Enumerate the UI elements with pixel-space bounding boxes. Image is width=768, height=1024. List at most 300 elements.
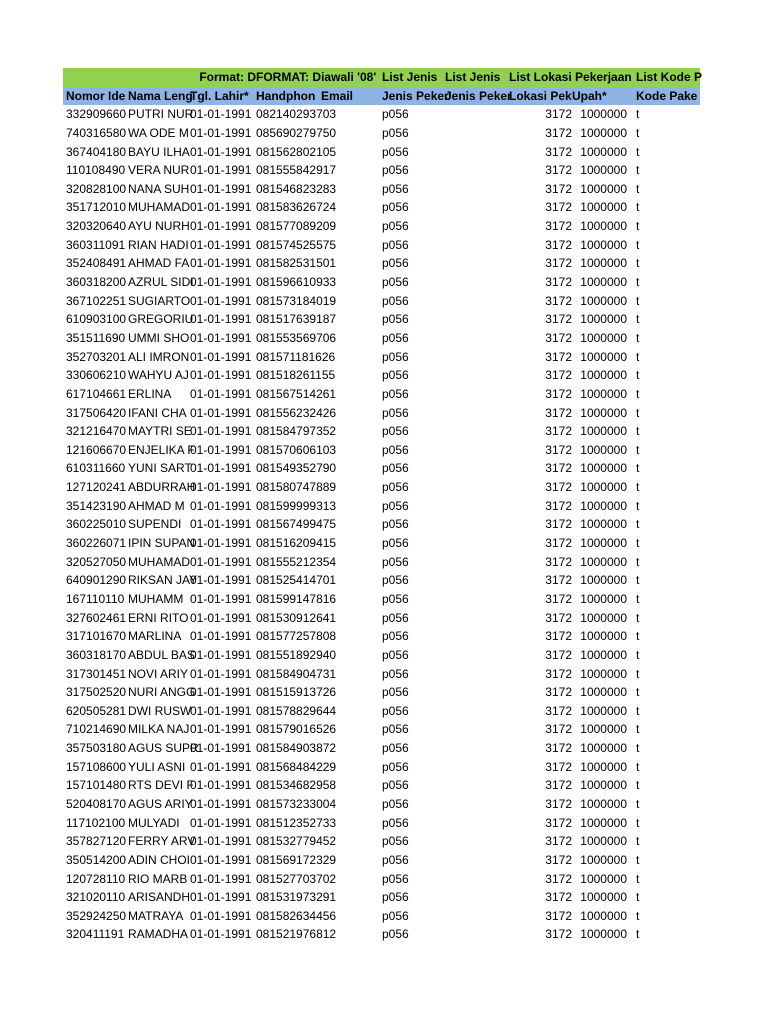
cell-jenis-pekerjaan[interactable]: p056 <box>382 405 409 420</box>
cell-tgl-lahir[interactable]: 01-01-1991 <box>190 125 252 140</box>
cell-upah[interactable]: 1000000 <box>580 927 627 942</box>
cell-kode[interactable]: t <box>636 442 640 457</box>
cell-nik[interactable]: 357827120 <box>66 834 127 849</box>
cell-handphone[interactable]: 081582531501 <box>256 256 337 271</box>
cell-lokasi[interactable]: 3172 <box>545 181 572 196</box>
cell-nama[interactable]: RIKSAN JAY <box>128 573 198 588</box>
cell-nik[interactable]: 360318200 <box>66 275 127 290</box>
cell-lokasi[interactable]: 3172 <box>545 386 572 401</box>
cell-upah[interactable]: 1000000 <box>580 815 627 830</box>
cell-lokasi[interactable]: 3172 <box>545 703 572 718</box>
cell-lokasi[interactable]: 3172 <box>545 480 572 495</box>
cell-upah[interactable]: 1000000 <box>580 591 627 606</box>
cell-upah[interactable]: 1000000 <box>580 144 627 159</box>
cell-nama[interactable]: ADIN CHOI <box>128 852 191 867</box>
cell-nama[interactable]: IPIN SUPAN <box>128 536 196 551</box>
cell-upah[interactable]: 1000000 <box>580 871 627 886</box>
cell-nama[interactable]: AGUS SUPR <box>128 741 199 756</box>
cell-jenis-pekerjaan[interactable]: p056 <box>382 610 409 625</box>
cell-jenis-pekerjaan[interactable]: p056 <box>382 666 409 681</box>
cell-lokasi[interactable]: 3172 <box>545 834 572 849</box>
cell-handphone[interactable]: 081596610933 <box>256 275 337 290</box>
cell-nama[interactable]: MUHAMAD <box>128 200 190 215</box>
cell-kode[interactable]: t <box>636 666 640 681</box>
cell-nik[interactable]: 520408170 <box>66 796 127 811</box>
cell-nik[interactable]: 360225010 <box>66 517 127 532</box>
cell-nama[interactable]: ARISANDH <box>128 890 191 905</box>
cell-tgl-lahir[interactable]: 01-01-1991 <box>190 685 252 700</box>
cell-tgl-lahir[interactable]: 01-01-1991 <box>190 796 252 811</box>
cell-nik[interactable]: 367102251 <box>66 293 127 308</box>
cell-nama[interactable]: MILKA NAJ <box>128 722 190 737</box>
cell-nik[interactable]: 157101480 <box>66 778 127 793</box>
cell-tgl-lahir[interactable]: 01-01-1991 <box>190 890 252 905</box>
cell-lokasi[interactable]: 3172 <box>545 237 572 252</box>
cell-tgl-lahir[interactable]: 01-01-1991 <box>190 573 252 588</box>
cell-jenis-pekerjaan[interactable]: p056 <box>382 312 409 327</box>
cell-jenis-pekerjaan[interactable]: p056 <box>382 368 409 383</box>
cell-upah[interactable]: 1000000 <box>580 852 627 867</box>
cell-jenis-pekerjaan[interactable]: p056 <box>382 796 409 811</box>
cell-handphone[interactable]: 081555842917 <box>256 163 337 178</box>
cell-jenis-pekerjaan[interactable]: p056 <box>382 349 409 364</box>
cell-upah[interactable]: 1000000 <box>580 237 627 252</box>
cell-tgl-lahir[interactable]: 01-01-1991 <box>190 554 252 569</box>
cell-handphone[interactable]: 081516209415 <box>256 536 337 551</box>
cell-kode[interactable]: t <box>636 181 640 196</box>
cell-upah[interactable]: 1000000 <box>580 629 627 644</box>
cell-tgl-lahir[interactable]: 01-01-1991 <box>190 666 252 681</box>
cell-lokasi[interactable]: 3172 <box>545 144 572 159</box>
cell-handphone[interactable]: 081530912641 <box>256 610 337 625</box>
cell-tgl-lahir[interactable]: 01-01-1991 <box>190 741 252 756</box>
cell-kode[interactable]: t <box>636 796 640 811</box>
cell-tgl-lahir[interactable]: 01-01-1991 <box>190 759 252 774</box>
cell-handphone[interactable]: 081578829644 <box>256 703 337 718</box>
cell-lokasi[interactable]: 3172 <box>545 368 572 383</box>
cell-jenis-pekerjaan[interactable]: p056 <box>382 815 409 830</box>
cell-handphone[interactable]: 081556232426 <box>256 405 337 420</box>
cell-lokasi[interactable]: 3172 <box>545 517 572 532</box>
cell-handphone[interactable]: 081599147816 <box>256 591 337 606</box>
cell-nik[interactable]: 332909660 <box>66 107 127 122</box>
cell-jenis-pekerjaan[interactable]: p056 <box>382 237 409 252</box>
header-kode-paket[interactable]: Kode Pake <box>636 88 698 103</box>
cell-jenis-pekerjaan[interactable]: p056 <box>382 647 409 662</box>
cell-upah[interactable]: 1000000 <box>580 703 627 718</box>
cell-handphone[interactable]: 081577257808 <box>256 629 337 644</box>
cell-jenis-pekerjaan[interactable]: p056 <box>382 181 409 196</box>
list-jenis-2-hint[interactable]: List Jenis <box>445 70 501 84</box>
cell-nik[interactable]: 610903100 <box>66 312 127 327</box>
cell-tgl-lahir[interactable]: 01-01-1991 <box>190 442 252 457</box>
cell-jenis-pekerjaan[interactable]: p056 <box>382 536 409 551</box>
cell-upah[interactable]: 1000000 <box>580 741 627 756</box>
cell-upah[interactable]: 1000000 <box>580 480 627 495</box>
cell-handphone[interactable]: 081567499475 <box>256 517 337 532</box>
cell-tgl-lahir[interactable]: 01-01-1991 <box>190 181 252 196</box>
cell-nik[interactable]: 127120241 <box>66 480 127 495</box>
cell-nik[interactable]: 320411191 <box>66 927 125 942</box>
cell-nama[interactable]: RIAN HADI <box>128 237 189 252</box>
cell-lokasi[interactable]: 3172 <box>545 722 572 737</box>
cell-nama[interactable]: AYU NURH <box>128 219 190 234</box>
cell-kode[interactable]: t <box>636 107 640 122</box>
cell-tgl-lahir[interactable]: 01-01-1991 <box>190 219 252 234</box>
cell-jenis-pekerjaan[interactable]: p056 <box>382 629 409 644</box>
cell-jenis-pekerjaan[interactable]: p056 <box>382 591 409 606</box>
cell-nik[interactable]: 360318170 <box>66 647 127 662</box>
cell-kode[interactable]: t <box>636 200 640 215</box>
cell-nik[interactable]: 620505281 <box>66 703 127 718</box>
cell-tgl-lahir[interactable]: 01-01-1991 <box>190 200 252 215</box>
cell-handphone[interactable]: 081567514261 <box>256 386 337 401</box>
cell-tgl-lahir[interactable]: 01-01-1991 <box>190 852 252 867</box>
cell-kode[interactable]: t <box>636 480 640 495</box>
cell-jenis-pekerjaan[interactable]: p056 <box>382 741 409 756</box>
cell-upah[interactable]: 1000000 <box>580 685 627 700</box>
cell-tgl-lahir[interactable]: 01-01-1991 <box>190 610 252 625</box>
cell-upah[interactable]: 1000000 <box>580 517 627 532</box>
cell-lokasi[interactable]: 3172 <box>545 498 572 513</box>
cell-lokasi[interactable]: 3172 <box>545 647 572 662</box>
cell-tgl-lahir[interactable]: 01-01-1991 <box>190 703 252 718</box>
cell-upah[interactable]: 1000000 <box>580 163 627 178</box>
cell-tgl-lahir[interactable]: 01-01-1991 <box>190 405 252 420</box>
cell-jenis-pekerjaan[interactable]: p056 <box>382 219 409 234</box>
cell-lokasi[interactable]: 3172 <box>545 405 572 420</box>
cell-kode[interactable]: t <box>636 834 640 849</box>
cell-jenis-pekerjaan[interactable]: p056 <box>382 330 409 345</box>
cell-nama[interactable]: NURI ANGG <box>128 685 196 700</box>
cell-handphone[interactable]: 081583626724 <box>256 200 337 215</box>
cell-tgl-lahir[interactable]: 01-01-1991 <box>190 517 252 532</box>
cell-nik[interactable]: 351511690 <box>66 330 126 345</box>
cell-nik[interactable]: 367404180 <box>66 144 127 159</box>
cell-handphone[interactable]: 081521976812 <box>256 927 337 942</box>
cell-tgl-lahir[interactable]: 01-01-1991 <box>190 386 252 401</box>
cell-tgl-lahir[interactable]: 01-01-1991 <box>190 256 252 271</box>
cell-jenis-pekerjaan[interactable]: p056 <box>382 144 409 159</box>
cell-nama[interactable]: MUHAMAD <box>128 554 190 569</box>
cell-nama[interactable]: MARLINA <box>128 629 182 644</box>
cell-lokasi[interactable]: 3172 <box>545 852 572 867</box>
cell-nik[interactable]: 350514200 <box>66 852 127 867</box>
cell-nik[interactable]: 360226071 <box>66 536 127 551</box>
cell-nama[interactable]: YULI ASNI <box>128 759 186 774</box>
cell-lokasi[interactable]: 3172 <box>545 275 572 290</box>
cell-nama[interactable]: UMMI SHO <box>128 330 190 345</box>
cell-jenis-pekerjaan[interactable]: p056 <box>382 554 409 569</box>
cell-handphone[interactable]: 085690279750 <box>256 125 337 140</box>
cell-kode[interactable]: t <box>636 256 640 271</box>
cell-nik[interactable]: 167110110 <box>66 591 125 606</box>
cell-jenis-pekerjaan[interactable]: p056 <box>382 927 409 942</box>
cell-lokasi[interactable]: 3172 <box>545 610 572 625</box>
cell-jenis-pekerjaan[interactable]: p056 <box>382 256 409 271</box>
cell-tgl-lahir[interactable]: 01-01-1991 <box>190 368 252 383</box>
cell-handphone[interactable]: 081518261155 <box>256 368 336 383</box>
cell-upah[interactable]: 1000000 <box>580 890 627 905</box>
cell-kode[interactable]: t <box>636 517 640 532</box>
cell-lokasi[interactable]: 3172 <box>545 629 572 644</box>
cell-nik[interactable]: 351712010 <box>66 200 127 215</box>
cell-nik[interactable]: 740316580 <box>66 125 127 140</box>
format-phone-hint[interactable]: FORMAT: Diawali '08' <box>256 70 377 84</box>
format-date-hint[interactable]: Format: D <box>199 70 256 84</box>
header-jenis-pekerjaan-1[interactable]: Jenis Peker <box>382 88 449 103</box>
cell-kode[interactable]: t <box>636 349 640 364</box>
cell-upah[interactable]: 1000000 <box>580 554 627 569</box>
cell-nama[interactable]: PUTRI NUR <box>128 107 194 122</box>
header-upah[interactable]: Upah* <box>572 88 607 103</box>
cell-jenis-pekerjaan[interactable]: p056 <box>382 498 409 513</box>
cell-lokasi[interactable]: 3172 <box>545 200 572 215</box>
cell-upah[interactable]: 1000000 <box>580 200 627 215</box>
cell-jenis-pekerjaan[interactable]: p056 <box>382 685 409 700</box>
cell-nama[interactable]: AHMAD FA <box>128 256 190 271</box>
cell-handphone[interactable]: 081577089209 <box>256 219 337 234</box>
cell-upah[interactable]: 1000000 <box>580 330 627 345</box>
cell-nik[interactable]: 317101670 <box>66 629 127 644</box>
cell-kode[interactable]: t <box>636 144 640 159</box>
cell-upah[interactable]: 1000000 <box>580 349 627 364</box>
header-nama[interactable]: Nama Leng <box>128 88 193 103</box>
cell-kode[interactable]: t <box>636 330 640 345</box>
cell-upah[interactable]: 1000000 <box>580 293 627 308</box>
cell-tgl-lahir[interactable]: 01-01-1991 <box>190 815 252 830</box>
cell-nama[interactable]: IFANI CHA <box>128 405 187 420</box>
cell-nik[interactable]: 317506420 <box>66 405 127 420</box>
cell-nama[interactable]: VERA NUR <box>128 163 190 178</box>
cell-kode[interactable]: t <box>636 741 640 756</box>
cell-handphone[interactable]: 081579016526 <box>256 722 337 737</box>
header-handphone[interactable]: Handphon <box>256 88 316 103</box>
cell-lokasi[interactable]: 3172 <box>545 125 572 140</box>
cell-handphone[interactable]: 081570606103 <box>256 442 337 457</box>
cell-nama[interactable]: AGUS ARIY <box>128 796 193 811</box>
cell-tgl-lahir[interactable]: 01-01-1991 <box>190 647 252 662</box>
cell-jenis-pekerjaan[interactable]: p056 <box>382 386 409 401</box>
cell-lokasi[interactable]: 3172 <box>545 293 572 308</box>
cell-tgl-lahir[interactable]: 01-01-1991 <box>190 629 252 644</box>
list-jenis-1-hint[interactable]: List Jenis <box>382 70 438 84</box>
cell-handphone[interactable]: 081532779452 <box>256 834 337 849</box>
cell-kode[interactable]: t <box>636 386 640 401</box>
cell-upah[interactable]: 1000000 <box>580 219 627 234</box>
cell-jenis-pekerjaan[interactable]: p056 <box>382 890 409 905</box>
cell-nik[interactable]: 121606670 <box>66 442 127 457</box>
cell-handphone[interactable]: 081571181626 <box>256 349 336 364</box>
cell-nik[interactable]: 317502520 <box>66 685 127 700</box>
cell-handphone[interactable]: 081582634456 <box>256 908 337 923</box>
cell-handphone[interactable]: 081573233004 <box>256 796 337 811</box>
cell-kode[interactable]: t <box>636 163 640 178</box>
cell-tgl-lahir[interactable]: 01-01-1991 <box>190 591 252 606</box>
cell-lokasi[interactable]: 3172 <box>545 685 572 700</box>
cell-tgl-lahir[interactable]: 01-01-1991 <box>190 927 252 942</box>
cell-nik[interactable]: 710214690 <box>66 722 127 737</box>
cell-upah[interactable]: 1000000 <box>580 181 627 196</box>
cell-nik[interactable]: 117102100 <box>66 815 126 830</box>
cell-nama[interactable]: ERLINA <box>128 386 172 401</box>
cell-handphone[interactable]: 081574525575 <box>256 237 337 252</box>
cell-nik[interactable]: 320320640 <box>66 219 127 234</box>
cell-lokasi[interactable]: 3172 <box>545 666 572 681</box>
cell-lokasi[interactable]: 3172 <box>545 219 572 234</box>
cell-jenis-pekerjaan[interactable]: p056 <box>382 293 409 308</box>
cell-lokasi[interactable]: 3172 <box>545 536 572 551</box>
cell-handphone[interactable]: 081584903872 <box>256 741 337 756</box>
cell-kode[interactable]: t <box>636 647 640 662</box>
cell-jenis-pekerjaan[interactable]: p056 <box>382 461 409 476</box>
cell-kode[interactable]: t <box>636 536 640 551</box>
cell-lokasi[interactable]: 3172 <box>545 554 572 569</box>
cell-handphone[interactable]: 081555212354 <box>256 554 337 569</box>
cell-kode[interactable]: t <box>636 871 640 886</box>
header-tgl-lahir[interactable]: Tgl. Lahir* <box>190 88 249 103</box>
cell-upah[interactable]: 1000000 <box>580 908 627 923</box>
list-lokasi-hint[interactable]: List Lokasi Pekerjaan <box>509 70 632 84</box>
cell-jenis-pekerjaan[interactable]: p056 <box>382 573 409 588</box>
cell-jenis-pekerjaan[interactable]: p056 <box>382 722 409 737</box>
cell-lokasi[interactable]: 3172 <box>545 796 572 811</box>
cell-jenis-pekerjaan[interactable]: p056 <box>382 703 409 718</box>
cell-upah[interactable]: 1000000 <box>580 722 627 737</box>
cell-nama[interactable]: ERNI RITO <box>128 610 189 625</box>
cell-nik[interactable]: 610311660 <box>66 461 126 476</box>
cell-lokasi[interactable]: 3172 <box>545 461 572 476</box>
cell-kode[interactable]: t <box>636 405 640 420</box>
cell-kode[interactable]: t <box>636 461 640 476</box>
cell-tgl-lahir[interactable]: 01-01-1991 <box>190 834 252 849</box>
cell-kode[interactable]: t <box>636 815 640 830</box>
cell-jenis-pekerjaan[interactable]: p056 <box>382 107 409 122</box>
cell-kode[interactable]: t <box>636 852 640 867</box>
cell-kode[interactable]: t <box>636 554 640 569</box>
cell-nama[interactable]: ALI IMRON <box>128 349 190 364</box>
cell-jenis-pekerjaan[interactable]: p056 <box>382 834 409 849</box>
cell-handphone[interactable]: 081584797352 <box>256 424 337 439</box>
cell-upah[interactable]: 1000000 <box>580 778 627 793</box>
cell-kode[interactable]: t <box>636 591 640 606</box>
cell-upah[interactable]: 1000000 <box>580 442 627 457</box>
cell-lokasi[interactable]: 3172 <box>545 256 572 271</box>
cell-nik[interactable]: 320828100 <box>66 181 127 196</box>
cell-handphone[interactable]: 081527703702 <box>256 871 337 886</box>
cell-handphone[interactable]: 081562802105 <box>256 144 337 159</box>
cell-jenis-pekerjaan[interactable]: p056 <box>382 852 409 867</box>
cell-lokasi[interactable]: 3172 <box>545 573 572 588</box>
cell-tgl-lahir[interactable]: 01-01-1991 <box>190 330 252 345</box>
cell-nama[interactable]: MATRAYA <box>128 908 184 923</box>
cell-nik[interactable]: 157108600 <box>66 759 127 774</box>
cell-handphone[interactable]: 081525414701 <box>256 573 337 588</box>
cell-tgl-lahir[interactable]: 01-01-1991 <box>190 275 252 290</box>
cell-tgl-lahir[interactable]: 01-01-1991 <box>190 312 252 327</box>
cell-kode[interactable]: t <box>636 927 640 942</box>
cell-nik[interactable]: 352924250 <box>66 908 127 923</box>
cell-nama[interactable]: FERRY ARV <box>128 834 196 849</box>
cell-nama[interactable]: RIO MARB <box>128 871 188 886</box>
cell-handphone[interactable]: 081553569706 <box>256 330 337 345</box>
cell-nik[interactable]: 327602461 <box>66 610 127 625</box>
cell-jenis-pekerjaan[interactable]: p056 <box>382 480 409 495</box>
cell-jenis-pekerjaan[interactable]: p056 <box>382 163 409 178</box>
cell-jenis-pekerjaan[interactable]: p056 <box>382 200 409 215</box>
cell-upah[interactable]: 1000000 <box>580 666 627 681</box>
cell-tgl-lahir[interactable]: 01-01-1991 <box>190 349 252 364</box>
cell-tgl-lahir[interactable]: 01-01-1991 <box>190 778 252 793</box>
header-nik[interactable]: Nomor Ide <box>66 88 126 103</box>
cell-kode[interactable]: t <box>636 610 640 625</box>
cell-handphone[interactable]: 081568484229 <box>256 759 337 774</box>
cell-lokasi[interactable]: 3172 <box>545 890 572 905</box>
cell-lokasi[interactable]: 3172 <box>545 330 572 345</box>
cell-jenis-pekerjaan[interactable]: p056 <box>382 275 409 290</box>
cell-kode[interactable]: t <box>636 275 640 290</box>
cell-kode[interactable]: t <box>636 759 640 774</box>
cell-nik[interactable]: 357503180 <box>66 741 127 756</box>
cell-kode[interactable]: t <box>636 778 640 793</box>
cell-nama[interactable]: YUNI SART <box>128 461 192 476</box>
cell-lokasi[interactable]: 3172 <box>545 908 572 923</box>
cell-nama[interactable]: NANA SUH <box>128 181 190 196</box>
cell-nik[interactable]: 110108490 <box>66 163 126 178</box>
cell-upah[interactable]: 1000000 <box>580 275 627 290</box>
cell-lokasi[interactable]: 3172 <box>545 312 572 327</box>
cell-kode[interactable]: t <box>636 125 640 140</box>
cell-nama[interactable]: MULYADI <box>128 815 180 830</box>
cell-kode[interactable]: t <box>636 312 640 327</box>
cell-nik[interactable]: 640901290 <box>66 573 127 588</box>
list-kode-hint[interactable]: List Kode P <box>636 70 703 84</box>
cell-handphone[interactable]: 081546823283 <box>256 181 337 196</box>
cell-handphone[interactable]: 081531973291 <box>256 890 337 905</box>
cell-nama[interactable]: AZRUL SIDI <box>128 275 194 290</box>
cell-tgl-lahir[interactable]: 01-01-1991 <box>190 908 252 923</box>
cell-handphone[interactable]: 081584904731 <box>256 666 337 681</box>
cell-kode[interactable]: t <box>636 890 640 905</box>
cell-upah[interactable]: 1000000 <box>580 125 627 140</box>
cell-tgl-lahir[interactable]: 01-01-1991 <box>190 424 252 439</box>
cell-kode[interactable]: t <box>636 685 640 700</box>
cell-nama[interactable]: ENJELIKA F <box>128 442 195 457</box>
cell-tgl-lahir[interactable]: 01-01-1991 <box>190 871 252 886</box>
cell-nik[interactable]: 352703201 <box>66 349 127 364</box>
cell-lokasi[interactable]: 3172 <box>545 591 572 606</box>
cell-nama[interactable]: AHMAD M <box>128 498 185 513</box>
cell-lokasi[interactable]: 3172 <box>545 163 572 178</box>
cell-kode[interactable]: t <box>636 722 640 737</box>
cell-nik[interactable]: 321216470 <box>66 424 127 439</box>
cell-lokasi[interactable]: 3172 <box>545 927 572 942</box>
cell-lokasi[interactable]: 3172 <box>545 442 572 457</box>
cell-lokasi[interactable]: 3172 <box>545 759 572 774</box>
header-jenis-pekerjaan-2[interactable]: Jenis Peker <box>445 88 512 103</box>
cell-lokasi[interactable]: 3172 <box>545 778 572 793</box>
cell-nama[interactable]: BAYU ILHA <box>128 144 190 159</box>
cell-nama[interactable]: WAHYU AJ <box>128 368 189 383</box>
cell-lokasi[interactable]: 3172 <box>545 107 572 122</box>
cell-tgl-lahir[interactable]: 01-01-1991 <box>190 480 252 495</box>
cell-upah[interactable]: 1000000 <box>580 312 627 327</box>
cell-nama[interactable]: MAYTRI SE <box>128 424 192 439</box>
cell-nik[interactable]: 351423190 <box>66 498 127 513</box>
cell-nama[interactable]: WA ODE M <box>128 125 189 140</box>
cell-upah[interactable]: 1000000 <box>580 368 627 383</box>
cell-handphone[interactable]: 081512352733 <box>256 815 337 830</box>
